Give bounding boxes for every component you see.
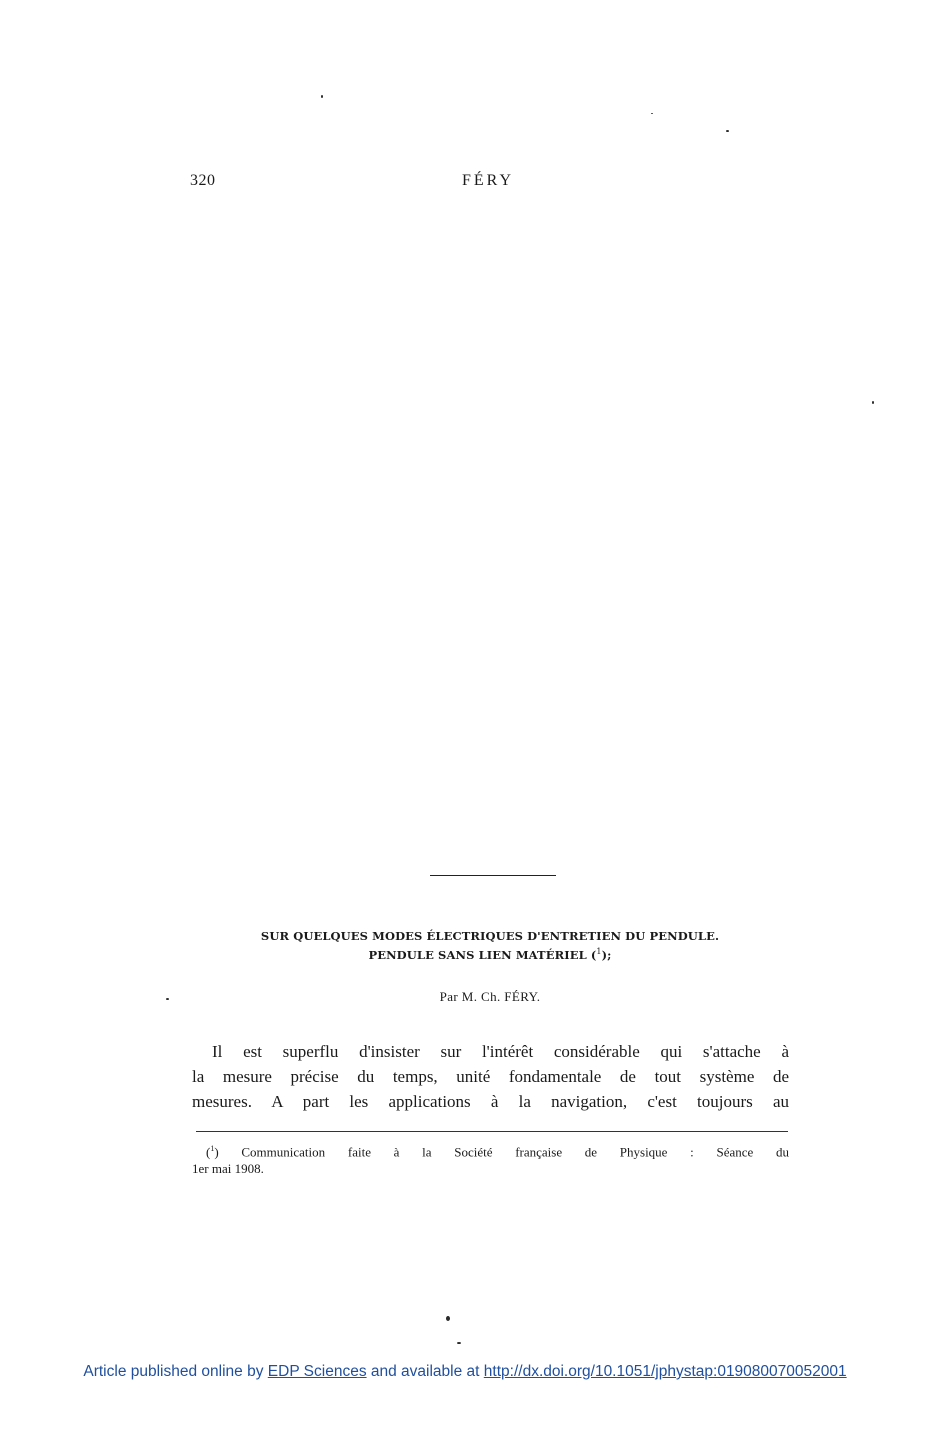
scan-speck	[166, 998, 169, 1000]
doi-link[interactable]: http://dx.doi.org/10.1051/jphystap:019080070052001	[483, 1363, 847, 1380]
title-line-2-text: PENDULE SANS LIEN MATÉRIEL	[368, 947, 587, 962]
title-line-2-end: ;	[607, 947, 612, 962]
footnote-text: Communication faite à la Société française de Physique : Séance du	[241, 1144, 789, 1160]
footnote	[192, 1140, 789, 1177]
scan-speck	[321, 95, 323, 98]
footnote-marker: 1	[210, 1144, 215, 1153]
publisher-prefix: Article published online by	[83, 1363, 264, 1380]
body-line: mesures. A part les applications à la navigation, c'est toujours au	[192, 1092, 789, 1111]
body-paragraph	[192, 1039, 789, 1114]
edp-sciences-link[interactable]: EDP Sciences	[267, 1363, 367, 1380]
title-line-1: SUR QUELQUES MODES ÉLECTRIQUES D'ENTRETIEN DU PENDULE.	[260, 929, 720, 943]
body-line: la mesure précise du temps, unité fondamentale de tout système de	[192, 1067, 789, 1086]
scan-speck	[446, 1316, 450, 1321]
title-line-2: PENDULE SANS LIEN MATÉRIEL ($^1$);	[368, 947, 612, 962]
footnote-line-2	[192, 1160, 789, 1177]
article-author: Par M. Ch. FÉRY.	[439, 989, 541, 1004]
title-separator	[430, 875, 556, 876]
footnote-date: mai 1908.	[211, 1161, 264, 1177]
running-head: FÉRY	[462, 172, 515, 189]
article-title	[190, 928, 790, 963]
page-number: 320	[190, 172, 216, 189]
scan-speck	[726, 130, 729, 132]
footnote-ordinal: 1er	[192, 1161, 209, 1177]
scan-speck	[872, 401, 874, 404]
publisher-middle: and available at	[370, 1363, 480, 1380]
footnote-separator	[196, 1131, 788, 1132]
publisher-notice	[0, 1363, 930, 1381]
title-footnote-marker: 1	[596, 947, 602, 956]
scan-speck	[651, 113, 653, 114]
footnote-line-1: ($^1$) Communication faite à la Société française de Physique : Séance du	[206, 1144, 789, 1160]
body-line: Il est superflu d'insister sur l'intérêt considérable qui s'attache à	[212, 1042, 789, 1061]
scan-speck	[457, 1342, 461, 1344]
